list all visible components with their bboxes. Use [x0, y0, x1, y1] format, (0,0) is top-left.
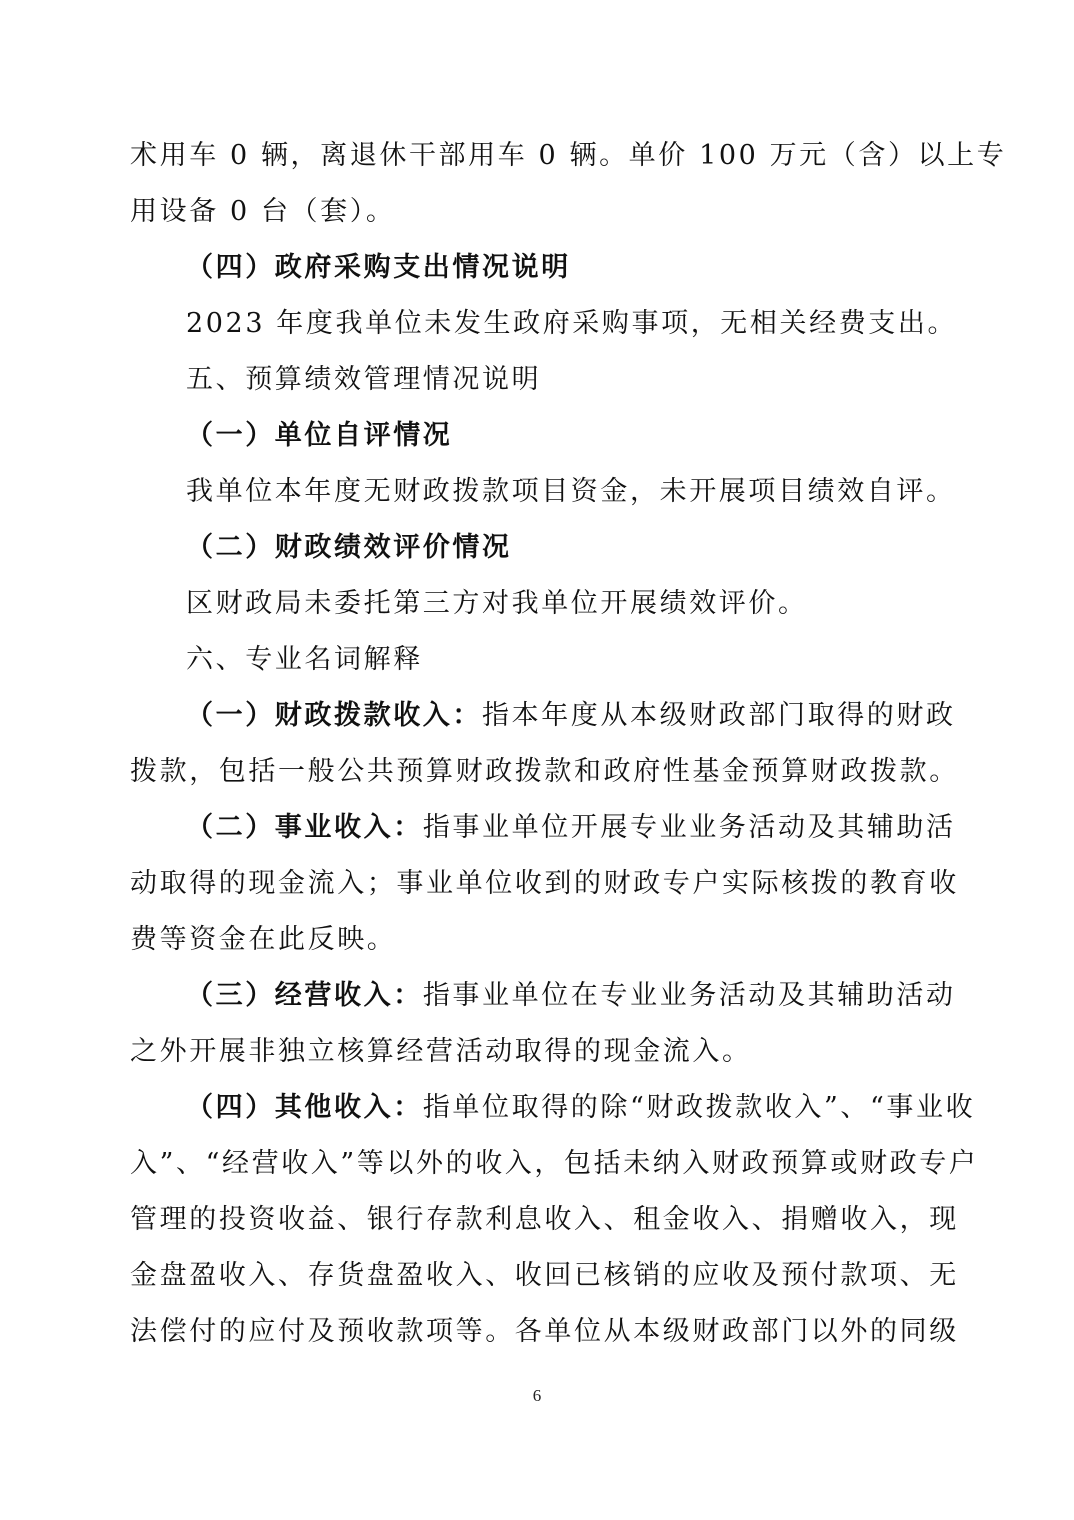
heading-text: （二）财政绩效评价情况	[186, 532, 512, 563]
paragraph-line	[130, 1248, 959, 1304]
glossary-term: （二）事业收入：	[186, 812, 423, 843]
line-text: 法偿付的应付及预收款项等。各单位从本级财政部门以外的同级	[130, 1316, 959, 1347]
glossary-definition: 指单位取得的除“财政拨款收入”、“事业收	[422, 1092, 976, 1123]
paragraph-line	[130, 1136, 979, 1192]
glossary-term: （四）其他收入：	[186, 1092, 423, 1123]
line-text: 入”、“经营收入”等以外的收入，包括未纳入财政预算或财政专户	[130, 1148, 979, 1179]
paragraph-line	[130, 1192, 959, 1248]
paragraph-line	[130, 576, 946, 632]
glossary-term: （三）经营收入：	[186, 980, 423, 1011]
heading-text: （四）政府采购支出情况说明	[186, 252, 571, 283]
line-text: 费等资金在此反映。	[130, 924, 397, 955]
heading-text: 六、专业名词解释	[186, 644, 423, 675]
glossary-term-line	[130, 688, 956, 744]
page-body	[130, 128, 1007, 1360]
line-text: 用设备 0 台（套）。	[130, 196, 396, 227]
chapter-heading-glossary	[130, 632, 946, 688]
section-heading-self-evaluation	[130, 408, 946, 464]
line-text: 动取得的现金流入；事业单位收到的财政专户实际核拨的教育收	[130, 868, 959, 899]
line-text: 2023 年度我单位未发生政府采购事项，无相关经费支出。	[186, 308, 958, 339]
section-heading-procurement	[130, 240, 946, 296]
chapter-heading-performance	[130, 352, 946, 408]
line-text: 之外开展非独立核算经营活动取得的现金流入。	[130, 1036, 752, 1067]
paragraph-line	[130, 912, 946, 968]
glossary-term: （一）财政拨款收入：	[186, 700, 482, 731]
glossary-definition: 指事业单位在专业业务活动及其辅助活动	[422, 980, 956, 1011]
glossary-term-line	[130, 1080, 976, 1136]
line-text: 术用车 0 辆，离退休干部用车 0 辆。单价 100 万元（含）以上专	[130, 140, 1007, 171]
paragraph-line	[130, 744, 959, 800]
paragraph-line	[130, 1304, 959, 1360]
glossary-definition: 指本年度从本级财政部门取得的财政	[482, 700, 956, 731]
paragraph-line	[130, 464, 956, 520]
paragraph-line	[130, 1024, 946, 1080]
line-text: 管理的投资收益、银行存款利息收入、租金收入、捐赠收入，现	[130, 1204, 959, 1235]
line-text: 区财政局未委托第三方对我单位开展绩效评价。	[186, 588, 808, 619]
glossary-definition: 指事业单位开展专业业务活动及其辅助活	[422, 812, 956, 843]
heading-text: 五、预算绩效管理情况说明	[186, 364, 542, 395]
paragraph-line	[130, 296, 958, 352]
paragraph-line	[130, 856, 959, 912]
line-text: 金盘盈收入、存货盘盈收入、收回已核销的应收及预付款项、无	[130, 1260, 959, 1291]
glossary-term-line	[130, 800, 956, 856]
section-heading-fiscal-evaluation	[130, 520, 946, 576]
line-text: 我单位本年度无财政拨款项目资金，未开展项目绩效自评。	[186, 476, 956, 507]
line-text: 拨款，包括一般公共预算财政拨款和政府性基金预算财政拨款。	[130, 756, 959, 787]
heading-text: （一）单位自评情况	[186, 420, 453, 451]
page-number: 6	[532, 1386, 542, 1405]
glossary-term-line	[130, 968, 956, 1024]
paragraph-line	[130, 128, 1007, 184]
paragraph-line	[130, 184, 946, 240]
